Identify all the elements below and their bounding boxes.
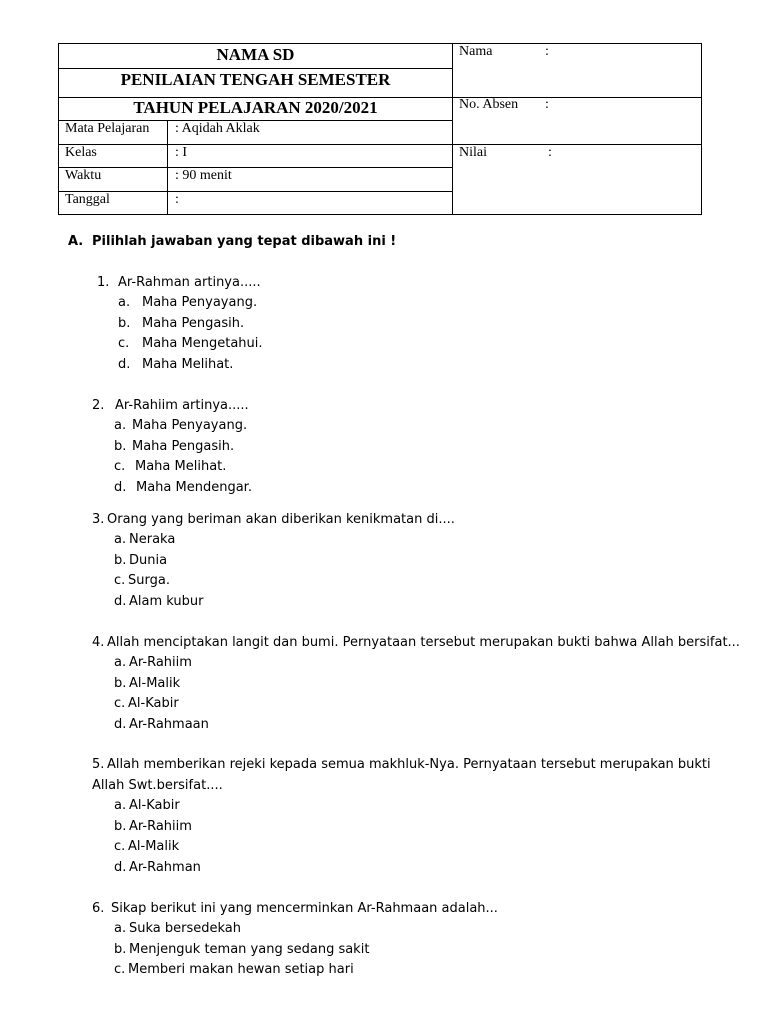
- table-border-top: [58, 43, 702, 44]
- option-text: Surga.: [128, 573, 170, 588]
- option-text: Ar-Rahiim: [129, 655, 192, 670]
- option-letter: c.: [114, 573, 126, 588]
- option-letter: a.: [114, 655, 127, 670]
- option-text: Suka bersedekah: [129, 921, 242, 936]
- row-label-class: Kelas: [65, 145, 97, 160]
- field-colon-score: :: [548, 145, 552, 160]
- field-colon-number: :: [545, 97, 549, 112]
- option-letter: b.: [114, 553, 127, 568]
- option-text: Maha Mengetahui.: [142, 336, 263, 351]
- school-name: NAMA SD: [216, 45, 295, 64]
- question-text: Ar-Rahman artinya.....: [118, 275, 261, 290]
- option-text: Al-Kabir: [128, 696, 179, 711]
- option-letter: d.: [114, 717, 127, 732]
- row-label-date: Tanggal: [65, 192, 110, 207]
- option-letter: b.: [114, 819, 127, 834]
- question-text: Ar-Rahiim artinya.....: [115, 398, 249, 413]
- academic-year: TAHUN PELAJARAN 2020/2021: [133, 98, 378, 117]
- option-text: Ar-Rahman: [129, 860, 201, 875]
- option-letter: b.: [114, 942, 127, 957]
- table-line: [58, 144, 702, 145]
- table-line: [58, 68, 453, 69]
- question-number: 6.: [92, 901, 105, 916]
- option-text: Al-Malik: [129, 676, 181, 691]
- question-number: 1.: [97, 275, 110, 290]
- option-text: Maha Melihat.: [135, 459, 227, 474]
- option-letter: b.: [114, 676, 127, 691]
- option-text: Al-Malik: [128, 839, 180, 854]
- option-letter: b.: [114, 439, 127, 454]
- question-text-continued: Allah Swt.bersifat....: [92, 778, 223, 793]
- table-border-bottom: [58, 214, 702, 215]
- table-border-right: [701, 43, 702, 215]
- table-line: [58, 191, 453, 192]
- field-colon-name: :: [545, 44, 549, 59]
- option-letter: d.: [118, 357, 131, 372]
- option-letter: d.: [114, 594, 127, 609]
- option-letter: a.: [114, 418, 127, 433]
- option-text: Maha Mendengar.: [136, 480, 252, 495]
- option-text: Al-Kabir: [129, 798, 180, 813]
- option-letter: d.: [114, 480, 127, 495]
- table-line: [58, 167, 453, 168]
- option-text: Maha Penyayang.: [132, 418, 248, 433]
- exam-title: PENILAIAN TENGAH SEMESTER: [120, 70, 391, 89]
- option-letter: b.: [118, 316, 131, 331]
- option-text: Alam kubur: [129, 594, 204, 609]
- question-number: 3.: [92, 512, 105, 527]
- option-letter: c.: [114, 962, 126, 977]
- row-label-time: Waktu: [65, 168, 102, 183]
- option-text: Maha Pengasih.: [142, 316, 245, 331]
- question-text: Allah menciptakan langit dan bumi. Pernyataan tersebut merupakan bukti bahwa Allah bersifat...: [107, 635, 740, 650]
- option-letter: a.: [114, 921, 127, 936]
- section-marker: A.: [68, 234, 84, 249]
- question-text: Orang yang beriman akan diberikan kenikmatan di....: [107, 512, 455, 527]
- option-text: Maha Penyayang.: [142, 295, 258, 310]
- field-label-name: Nama: [459, 44, 493, 59]
- option-letter: c.: [114, 839, 126, 854]
- option-letter: a.: [118, 295, 131, 310]
- row-value-time: : 90 menit: [175, 168, 232, 183]
- option-text: Dunia: [129, 553, 168, 568]
- header-table: [58, 43, 702, 215]
- question-text: Allah memberikan rejeki kepada semua makhluk-Nya. Pernyataan tersebut merupakan bukti: [107, 757, 711, 772]
- option-text: Ar-Rahiim: [129, 819, 192, 834]
- option-letter: c.: [114, 459, 126, 474]
- option-letter: c.: [114, 696, 126, 711]
- option-letter: a.: [114, 798, 127, 813]
- field-label-score: Nilai: [459, 145, 487, 160]
- option-text: Neraka: [129, 532, 176, 547]
- row-value-class: : I: [175, 145, 188, 160]
- question-text: Sikap berikut ini yang mencerminkan Ar-Rahmaan adalah...: [111, 901, 498, 916]
- option-text: Maha Melihat.: [142, 357, 234, 372]
- row-label-subject: Mata Pelajaran: [65, 121, 150, 136]
- option-text: Memberi makan hewan setiap hari: [128, 962, 354, 977]
- option-letter: c.: [118, 336, 130, 351]
- question-number: 4.: [92, 635, 105, 650]
- question-number: 2.: [92, 398, 105, 413]
- option-letter: d.: [114, 860, 127, 875]
- option-text: Ar-Rahmaan: [129, 717, 209, 732]
- row-value-date: :: [175, 192, 179, 207]
- field-label-number: No. Absen: [459, 97, 519, 112]
- question-number: 5.: [92, 757, 105, 772]
- section-title: Pilihlah jawaban yang tepat dibawah ini !: [92, 234, 397, 249]
- option-text: Menjenguk teman yang sedang sakit: [129, 942, 370, 957]
- option-text: Maha Pengasih.: [132, 439, 235, 454]
- option-letter: a.: [114, 532, 127, 547]
- row-value-subject: : Aqidah Aklak: [175, 121, 260, 136]
